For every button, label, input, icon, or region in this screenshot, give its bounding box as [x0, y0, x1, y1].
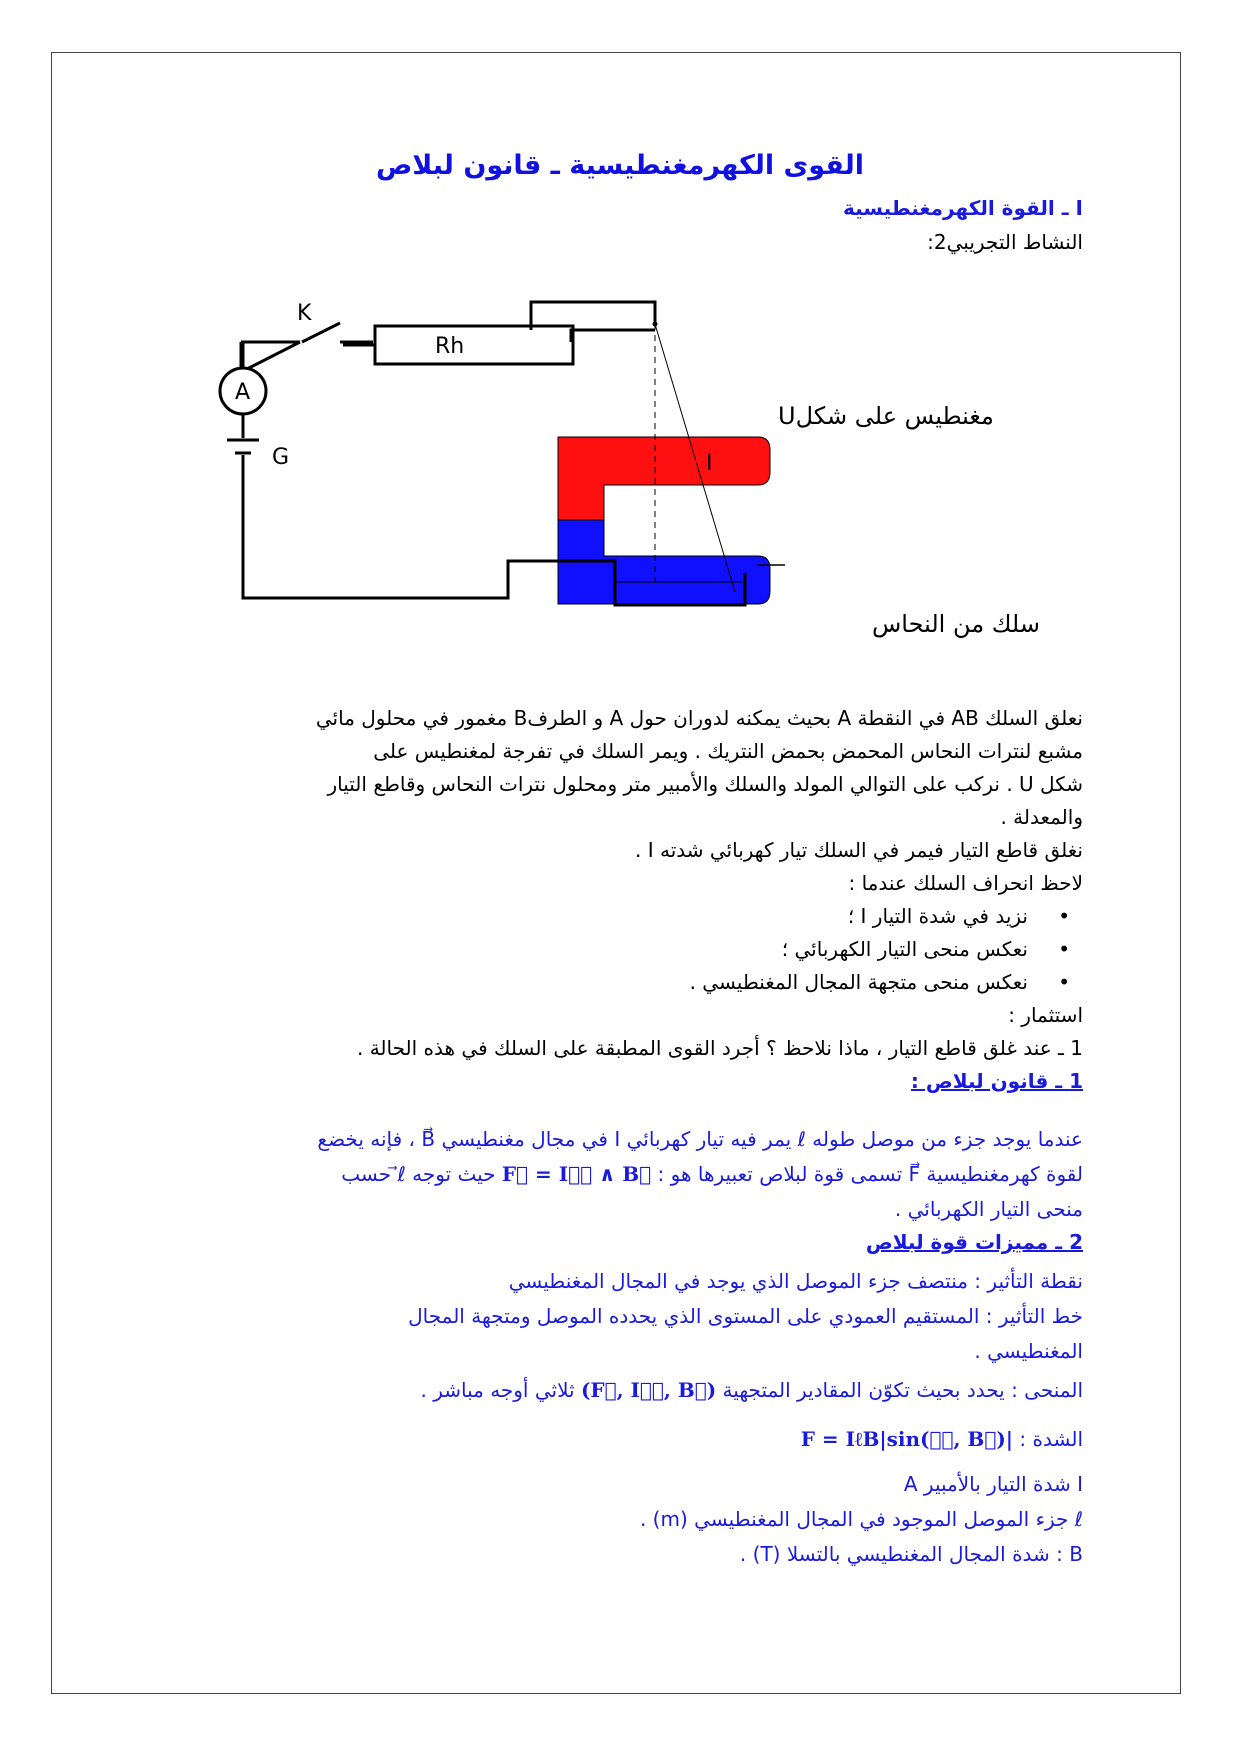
magnet-label: مغنطيس على شكلU: [778, 402, 994, 430]
label-i: I: [706, 451, 713, 476]
intensity-formula: F = IℓB|sin(ℓ⃗, B⃗)|: [800, 1427, 1014, 1451]
page-title: القوى الكهرمغنطيسية ـ قانون لبلاص: [375, 150, 865, 181]
label-g: G: [272, 445, 290, 470]
north-pole: [558, 437, 770, 520]
label-rh: Rh: [435, 334, 465, 359]
paragraph-line: نغلق قاطع التيار فيمر في السلك تيار كهربائي شدته I .: [634, 838, 1083, 862]
list-item: • نزيد في شدة التيار I ؛: [138, 900, 1028, 933]
feature-intensity: [138, 1422, 1083, 1457]
definition-b: B : شدة المجال المغنطيسي بالتسلا (T) .: [739, 1542, 1083, 1566]
feature-direction: [138, 1373, 1083, 1408]
section-1-heading: I ـ القوة الكهرمغنطيسية: [842, 196, 1083, 220]
magnet-north-pole: [225, 320, 625, 435]
paragraph-line: شكل U . نركب على التوالي المولد والسلك والأمبير متر ومحلول نترات النحاس وقاطع التيار: [327, 772, 1083, 796]
paragraph-line: نعلق السلك AB في النقطة A بحيث يمكنه لدوران حول A و الطرفB مغمور في محلول مائي: [315, 706, 1083, 730]
laplace-law: [138, 1122, 1083, 1227]
laplace-line-1: عندما يوجد جزء من موصل طوله ℓ يمر فيه تيار كهربائي I في مجال مغنطيسي B⃗ ، فإنه يخضع: [317, 1127, 1083, 1151]
wire-label: سلك من النحاس: [872, 610, 1040, 638]
features-heading: 2 ـ مميزات قوة لبلاص: [865, 1230, 1083, 1254]
paragraph-line: والمعدلة .: [1000, 805, 1083, 829]
laplace-line-2: [138, 1157, 1083, 1192]
direction-text-a: المنحى : يحدد بحيث تكوّن المقادير المتجهية: [716, 1378, 1083, 1402]
laplace-line-2a: لقوة كهرمغنطيسية F⃗ تسمى قوة لبلاص تعبيرها هو :: [651, 1162, 1083, 1186]
feature-line-b: المغنطيسي .: [974, 1339, 1083, 1363]
list-item: • نعكس منحى متجهة المجال المغنطيسي .: [138, 966, 1028, 999]
paragraph-line: لاحظ انحراف السلك عندما :: [848, 871, 1083, 895]
experiment-diagram: [225, 301, 785, 680]
laplace-line-3: منحى التيار الكهربائي .: [894, 1197, 1083, 1221]
features-list: [138, 1264, 1083, 1572]
label-k: K: [297, 301, 312, 326]
laplace-formula: F⃗ = Iℓ⃗ ∧ B⃗: [501, 1162, 652, 1186]
definition-l: ℓ جزء الموصل الموجود في المجال المغنطيسي (m) .: [639, 1507, 1083, 1531]
definition-i: I شدة التيار بالأمبير A: [903, 1472, 1083, 1496]
feature-line-a: خط التأثير : المستقيم العمودي على المستوى الذي يحدده الموصل ومتجهة المجال: [408, 1304, 1083, 1328]
description-paragraph: [138, 702, 1083, 1098]
u-magnet: [558, 437, 770, 604]
direction-formula: (F⃗, Iℓ⃗, B⃗): [580, 1378, 717, 1402]
question-1: 1 ـ عند غلق قاطع التيار ، ماذا نلاحظ ؟ أجرد القوى المطبقة على السلك في هذه الحالة .: [356, 1036, 1083, 1060]
label-a: A: [235, 380, 251, 405]
observation-list: [138, 900, 1083, 999]
point-a: [653, 322, 658, 327]
intensity-label: الشدة :: [1013, 1427, 1083, 1451]
feature-point: نقطة التأثير : منتصف جزء الموصل الذي يوجد في المجال المغنطيسي: [508, 1269, 1083, 1293]
laplace-line-2b: حيث توجه ℓ⃗ حسب: [341, 1162, 502, 1186]
laplace-heading: 1 ـ قانون لبلاص :: [910, 1069, 1083, 1093]
paragraph-line: مشبع لنترات النحاس المحمض بحمض النتريك . ويمر السلك في تفرجة لمغنطيس على: [373, 739, 1083, 763]
exploit-label: استثمار :: [1008, 1003, 1083, 1027]
activity-label: النشاط التجريبي2:: [927, 230, 1083, 254]
list-item: • نعكس منحى التيار الكهربائي ؛: [138, 933, 1028, 966]
direction-text-b: ثلاثي أوجه مباشر .: [420, 1378, 581, 1402]
